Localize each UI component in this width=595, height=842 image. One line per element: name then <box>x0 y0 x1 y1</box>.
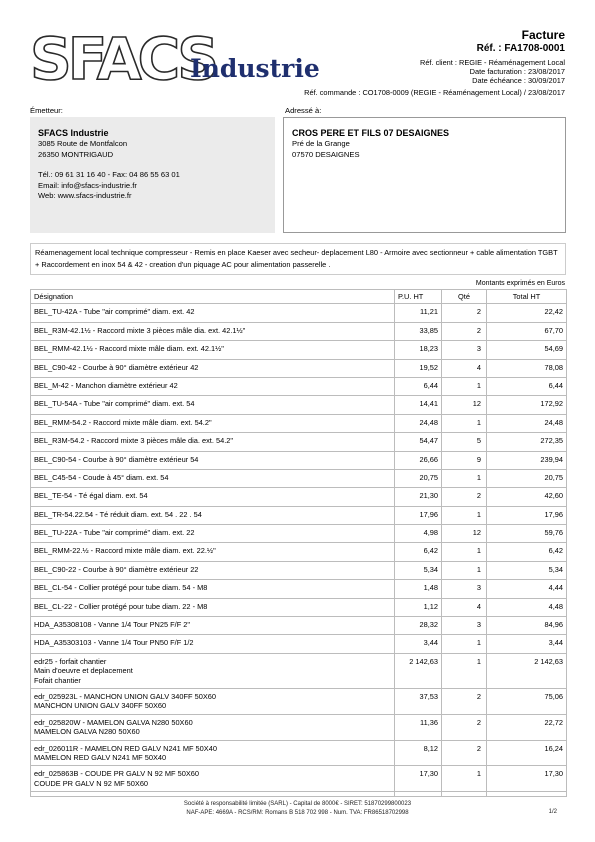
invoice-header <box>420 28 565 85</box>
cell-unit-price: 20,75 <box>395 469 442 487</box>
col-quantity: Qté <box>442 290 487 304</box>
designation-line: BEL_RMM-22.½ - Raccord mixte mâle diam. ext. 22.½" <box>34 546 216 556</box>
recipient-address-2: 07570 DESAIGNES <box>292 149 360 159</box>
designation-line: BEL_TU-54A - Tube "air comprimé" diam. ext. 54 <box>34 399 195 409</box>
invoice-title: Facture <box>521 28 565 42</box>
cell-quantity: 1 <box>442 469 487 487</box>
cell-quantity: 1 <box>442 635 487 653</box>
table-header-row <box>31 290 567 304</box>
cell-quantity: 1 <box>442 506 487 524</box>
designation-line: BEL_R3M-54.2 - Raccord mixte 3 pièces mâle dia. ext. 54.2" <box>34 436 233 446</box>
designation-line: BEL_TU-42A - Tube "air comprimé" diam. ext. 42 <box>34 307 195 317</box>
table-row <box>31 433 567 451</box>
designation-line: edr_025820W - MAMELON GALVA N280 50X60 <box>34 717 193 727</box>
cell-total: 22,72 <box>487 714 567 740</box>
issuer-address-1: 3085 Route de Montfalcon <box>38 139 128 148</box>
cell-unit-price: 37,53 <box>395 689 442 715</box>
cell-designation <box>31 653 395 688</box>
recipient-label: Adressé à: <box>285 106 322 115</box>
cell-quantity: 5 <box>442 433 487 451</box>
table-row <box>31 689 567 715</box>
footer-line-2: NAF-APE: 4669A - RCS/RM: Romans B 518 702 998 - Num. TVA: FR86518702998 <box>186 810 409 816</box>
table-row <box>31 635 567 653</box>
cell-total: 16,24 <box>487 740 567 766</box>
cell-total: 4,44 <box>487 580 567 598</box>
cell-total: 172,92 <box>487 396 567 414</box>
cell-unit-price: 6,44 <box>395 377 442 395</box>
table-row <box>31 304 567 322</box>
cell-unit-price: 18,23 <box>395 341 442 359</box>
designation-line: BEL_TE-54 - Té égal diam. ext. 54 <box>34 491 148 501</box>
page-number: 1/2 <box>548 809 557 815</box>
table-row <box>31 506 567 524</box>
cell-total: 75,06 <box>487 689 567 715</box>
table-row <box>31 341 567 359</box>
designation-line: BEL_R3M-42.1½ - Raccord mixte 3 pièces mâle dia. ext. 42.1½" <box>34 325 246 335</box>
table-row <box>31 377 567 395</box>
cell-total: 272,35 <box>487 433 567 451</box>
logo-subtitle: Industrie <box>190 54 320 83</box>
cell-designation <box>31 617 395 635</box>
cell-unit-price: 11,36 <box>395 714 442 740</box>
cell-unit-price: 5,34 <box>395 561 442 579</box>
job-description: Réamenagement local technique compresseur - Remis en place Kaeser avec secheur- deplacement L80 - Armoire avec sectionneur + cable alimentation TGBT + Raccordement en inox 54 & 42 - creation d'un piquage AC pour alimentation passerelle . <box>30 243 566 275</box>
table-row <box>31 469 567 487</box>
issuer-box <box>30 117 275 233</box>
cell-unit-price: 19,52 <box>395 359 442 377</box>
cell-designation <box>31 543 395 561</box>
cell-designation <box>31 689 395 715</box>
cell-quantity: 1 <box>442 766 487 792</box>
designation-line: MANCHON UNION GALV 340FF 50X60 <box>34 701 167 711</box>
cell-quantity: 2 <box>442 304 487 322</box>
cell-quantity: 2 <box>442 488 487 506</box>
table-row <box>31 740 567 766</box>
recipient-name: CROS PERE ET FILS 07 DESAIGNES <box>292 128 450 138</box>
designation-line: BEL_C90-42 - Courbe à 90° diamètre extérieur 42 <box>34 362 199 372</box>
logo-brand: SFACS <box>30 25 216 93</box>
invoice-lines-table <box>30 289 567 797</box>
designation-line: BEL_RMM-42.1½ - Raccord mixte mâle diam. ext. 42.1½" <box>34 344 224 354</box>
designation-line: BEL_M-42 - Manchon diamètre extérieur 42 <box>34 380 178 390</box>
empty-cell <box>395 792 442 797</box>
designation-line: edr25 - forfait chantier <box>34 656 107 666</box>
footer-line-1: Société à responsabilité limitée (SARL) - Capital de 8000€ - SIRET: 51870299800023 <box>183 801 412 807</box>
cell-unit-price: 8,12 <box>395 740 442 766</box>
cell-designation <box>31 766 395 792</box>
empty-cell <box>31 792 395 797</box>
cell-quantity: 3 <box>442 617 487 635</box>
designation-line: Fofait chantier <box>34 675 81 685</box>
order-ref: Réf. commande : CO1708-0009 (REGIE - Réaménagement Local) / 23/08/2017 <box>304 88 565 97</box>
cell-unit-price: 33,85 <box>395 322 442 340</box>
table-row <box>31 714 567 740</box>
cell-quantity: 4 <box>442 359 487 377</box>
designation-line: COUDE PR GALV N 92 MF 50X60 <box>34 778 149 788</box>
cell-designation <box>31 580 395 598</box>
table-row <box>31 488 567 506</box>
cell-designation <box>31 377 395 395</box>
cell-designation <box>31 598 395 616</box>
table-body <box>31 304 567 797</box>
issuer-phone: Tél.: 09 61 31 16 40 - Fax: 04 86 55 63 01 <box>38 170 180 180</box>
cell-unit-price: 21,30 <box>395 488 442 506</box>
designation-line: edr_025863B - COUDE PR GALV N 92 MF 50X60 <box>34 769 199 779</box>
designation-line: BEL_C90-22 - Courbe à 90° diamètre extérieur 22 <box>34 564 199 574</box>
issuer-name: SFACS Industrie <box>38 128 109 138</box>
cell-quantity: 9 <box>442 451 487 469</box>
client-ref: Réf. client : REGIE - Réaménagement Local <box>419 58 565 67</box>
cell-quantity: 1 <box>442 653 487 688</box>
cell-total: 42,60 <box>487 488 567 506</box>
cell-unit-price: 17,30 <box>395 766 442 792</box>
designation-line: BEL_TR-54.22.54 - Té réduit diam. ext. 54 . 22 . 54 <box>34 509 202 519</box>
cell-unit-price: 26,66 <box>395 451 442 469</box>
cell-designation <box>31 341 395 359</box>
recipient-box <box>283 117 566 233</box>
cell-designation <box>31 488 395 506</box>
cell-unit-price: 11,21 <box>395 304 442 322</box>
cell-total: 84,96 <box>487 617 567 635</box>
designation-line: edr_025923L - MANCHON UNION GALV 340FF 50X60 <box>34 692 216 702</box>
table-row <box>31 322 567 340</box>
designation-line: HDA_A35303103 - Vanne 1/4 Tour PN50 F/F 1/2 <box>34 638 194 648</box>
cell-total: 2 142,63 <box>487 653 567 688</box>
cell-total: 54,69 <box>487 341 567 359</box>
cell-quantity: 3 <box>442 341 487 359</box>
cell-quantity: 1 <box>442 377 487 395</box>
invoice-date: Date facturation : 23/08/2017 <box>469 67 565 76</box>
cell-designation <box>31 414 395 432</box>
cell-quantity: 4 <box>442 598 487 616</box>
cell-designation <box>31 396 395 414</box>
cell-quantity: 1 <box>442 543 487 561</box>
cell-designation <box>31 561 395 579</box>
currency-note: Montants exprimés en Euros <box>475 280 565 287</box>
table-row <box>31 396 567 414</box>
cell-designation <box>31 506 395 524</box>
issuer-web: Web: www.sfacs-industrie.fr <box>38 191 132 201</box>
cell-designation <box>31 714 395 740</box>
cell-designation <box>31 469 395 487</box>
issuer-label: Émetteur: <box>30 106 63 115</box>
cell-quantity: 1 <box>442 561 487 579</box>
col-total: Total HT <box>487 290 567 304</box>
cell-designation <box>31 433 395 451</box>
cell-total: 6,42 <box>487 543 567 561</box>
cell-designation <box>31 525 395 543</box>
cell-quantity: 1 <box>442 414 487 432</box>
due-date: Date échéance : 30/09/2017 <box>472 76 565 85</box>
cell-designation <box>31 451 395 469</box>
designation-line: MAMELON RED GALV N241 MF 50X40 <box>34 753 167 763</box>
designation-line: BEL_RMM-54.2 - Raccord mixte mâle diam. ext. 54.2" <box>34 417 212 427</box>
table-row <box>31 451 567 469</box>
cell-designation <box>31 359 395 377</box>
table-row <box>31 359 567 377</box>
company-logo <box>30 25 320 93</box>
designation-line: BEL_C45-54 - Coude à 45° diam. ext. 54 <box>34 472 169 482</box>
recipient-address-1: Pré de la Grange <box>292 139 350 148</box>
cell-total: 17,30 <box>487 766 567 792</box>
cell-total: 239,94 <box>487 451 567 469</box>
cell-unit-price: 24,48 <box>395 414 442 432</box>
empty-cell <box>442 792 487 797</box>
cell-total: 20,75 <box>487 469 567 487</box>
table-row-empty <box>31 792 567 797</box>
designation-line: BEL_CL-22 - Collier protégé pour tube diam. 22 - M8 <box>34 601 208 611</box>
cell-total: 67,70 <box>487 322 567 340</box>
cell-total: 3,44 <box>487 635 567 653</box>
cell-unit-price: 14,41 <box>395 396 442 414</box>
table-row <box>31 525 567 543</box>
cell-quantity: 2 <box>442 714 487 740</box>
col-designation: Désignation <box>31 290 395 304</box>
cell-quantity: 2 <box>442 740 487 766</box>
cell-quantity: 12 <box>442 396 487 414</box>
table-row <box>31 414 567 432</box>
cell-total: 4,48 <box>487 598 567 616</box>
cell-unit-price: 1,12 <box>395 598 442 616</box>
designation-line: BEL_CL-54 - Collier protégé pour tube diam. 54 - M8 <box>34 583 208 593</box>
col-unit-price: P.U. HT <box>395 290 442 304</box>
cell-total: 6,44 <box>487 377 567 395</box>
cell-total: 22,42 <box>487 304 567 322</box>
designation-line: HDA_A35308108 - Vanne 1/4 Tour PN25 F/F 2" <box>34 620 191 630</box>
table-row <box>31 766 567 792</box>
table-row <box>31 598 567 616</box>
cell-designation <box>31 304 395 322</box>
designation-line: BEL_C90-54 - Courbe à 90° diamètre extérieur 54 <box>34 454 199 464</box>
issuer-address-2: 26350 MONTRIGAUD <box>38 149 114 159</box>
designation-line: MAMELON GALVA N280 50X60 <box>34 727 140 737</box>
cell-quantity: 2 <box>442 689 487 715</box>
table-row <box>31 561 567 579</box>
empty-cell <box>487 792 567 797</box>
cell-unit-price: 3,44 <box>395 635 442 653</box>
cell-total: 59,76 <box>487 525 567 543</box>
cell-total: 5,34 <box>487 561 567 579</box>
table-row <box>31 543 567 561</box>
cell-quantity: 3 <box>442 580 487 598</box>
cell-unit-price: 1,48 <box>395 580 442 598</box>
cell-quantity: 12 <box>442 525 487 543</box>
designation-line: BEL_TU-22A - Tube "air comprimé" diam. ext. 22 <box>34 528 195 538</box>
cell-unit-price: 2 142,63 <box>395 653 442 688</box>
designation-line: Main d'oeuvre et deplacement <box>34 666 133 676</box>
cell-total: 17,96 <box>487 506 567 524</box>
cell-unit-price: 28,32 <box>395 617 442 635</box>
cell-designation <box>31 740 395 766</box>
legal-footer <box>0 800 595 818</box>
cell-unit-price: 6,42 <box>395 543 442 561</box>
table-row <box>31 653 567 688</box>
table-row <box>31 617 567 635</box>
table-row <box>31 580 567 598</box>
issuer-email: Email: info@sfacs-industrie.fr <box>38 180 137 190</box>
cell-quantity: 2 <box>442 322 487 340</box>
cell-total: 78,08 <box>487 359 567 377</box>
cell-unit-price: 4,98 <box>395 525 442 543</box>
cell-total: 24,48 <box>487 414 567 432</box>
cell-designation <box>31 322 395 340</box>
invoice-ref: Réf. : FA1708-0001 <box>476 43 565 54</box>
cell-unit-price: 17,96 <box>395 506 442 524</box>
designation-line: edr_026011R - MAMELON RED GALV N241 MF 50X40 <box>34 743 217 753</box>
cell-designation <box>31 635 395 653</box>
cell-unit-price: 54,47 <box>395 433 442 451</box>
